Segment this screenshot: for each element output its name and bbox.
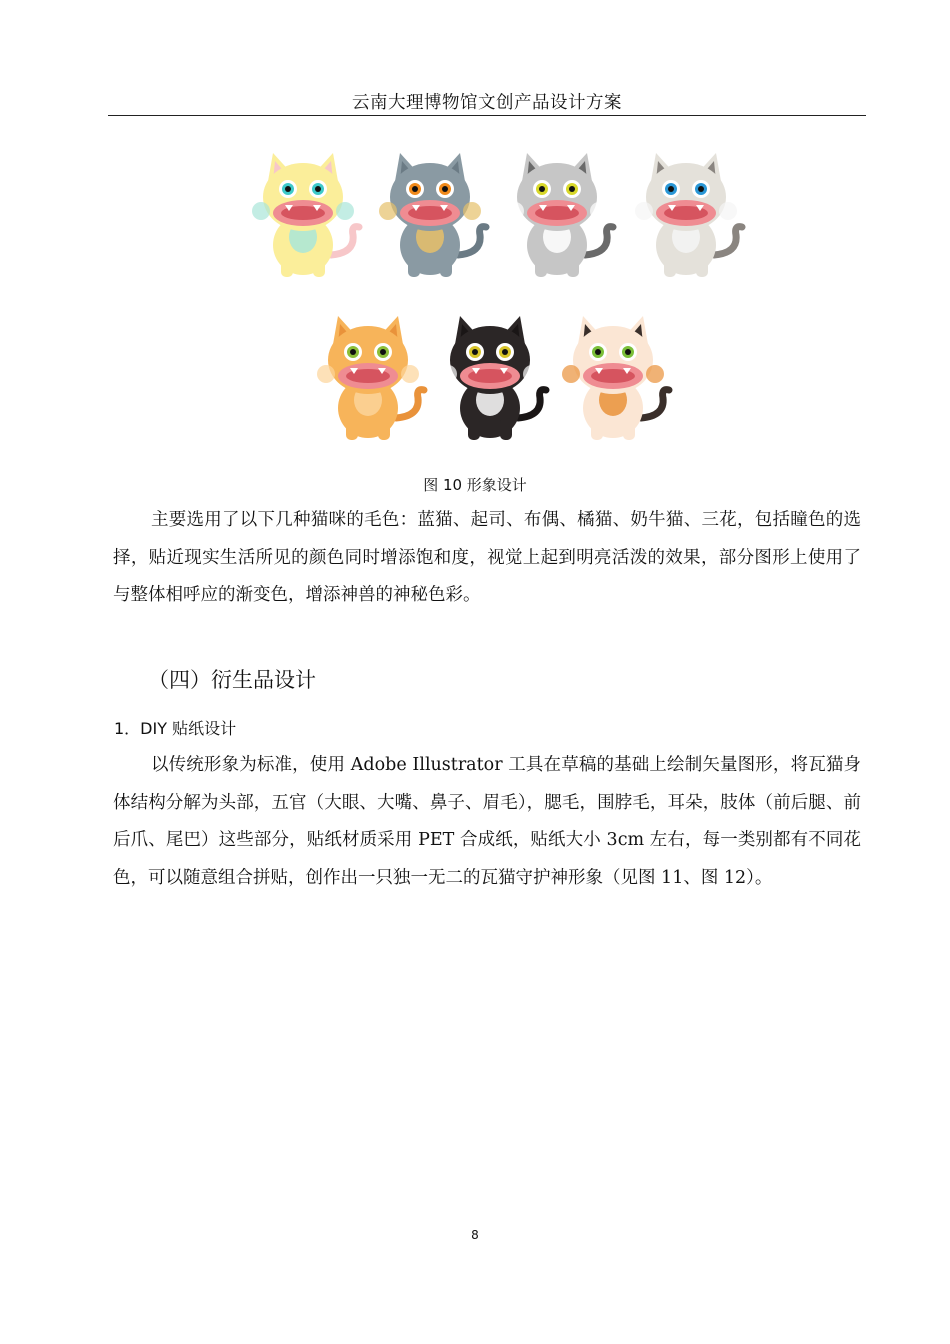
cat-tabby-illustration (506, 153, 613, 277)
paragraph-diy-sticker: 以传统形象为标准，使用 Adobe Illustrator 工具在草稿的基础上绘制矢量图形，将瓦猫身体结构分解为头部，五官（大眼、大嘴、鼻子、眉毛），腮毛，围脖毛，耳朵，肢体（前后腿、前后爪、尾巴）这些部分，贴纸材质采用 PET 合成纸，贴纸大小 3cm 左右，每一类别都有不同花色，可以随意组合拼贴，创作出一只独一无二的瓦猫守护神形象（见图 11、图 12）。 (113, 755, 861, 888)
page-number: 8 (471, 1228, 479, 1242)
cat-orange-illustration (317, 316, 424, 440)
cat-illustrations (0, 0, 950, 470)
figure-cat-designs (0, 0, 950, 470)
cat-white-gray-illustration (635, 153, 742, 277)
cat-tuxedo-illustration (439, 316, 546, 440)
subsection-heading: 1．DIY 贴纸设计 (114, 719, 237, 738)
cat-blue-gray-illustration (379, 153, 486, 277)
figure-caption: 图 10 形象设计 (423, 476, 527, 494)
cat-yellow-illustration (252, 153, 359, 277)
paragraph-colors: 主要选用了以下几种猫咪的毛色：蓝猫、起司、布偶、橘猫、奶牛猫、三花，包括瞳色的选择，贴近现实生活所见的颜色同时增添饱和度，视觉上起到明亮活泼的效果，部分图形上使用了与整体相呼应的渐变色，增添神兽的神秘色彩。 (113, 510, 861, 605)
section-heading: （四）衍生品设计 (148, 668, 316, 692)
page-header: 云南大理博物馆文创产品设计方案 (108, 92, 866, 116)
cat-calico-illustration (562, 316, 669, 440)
